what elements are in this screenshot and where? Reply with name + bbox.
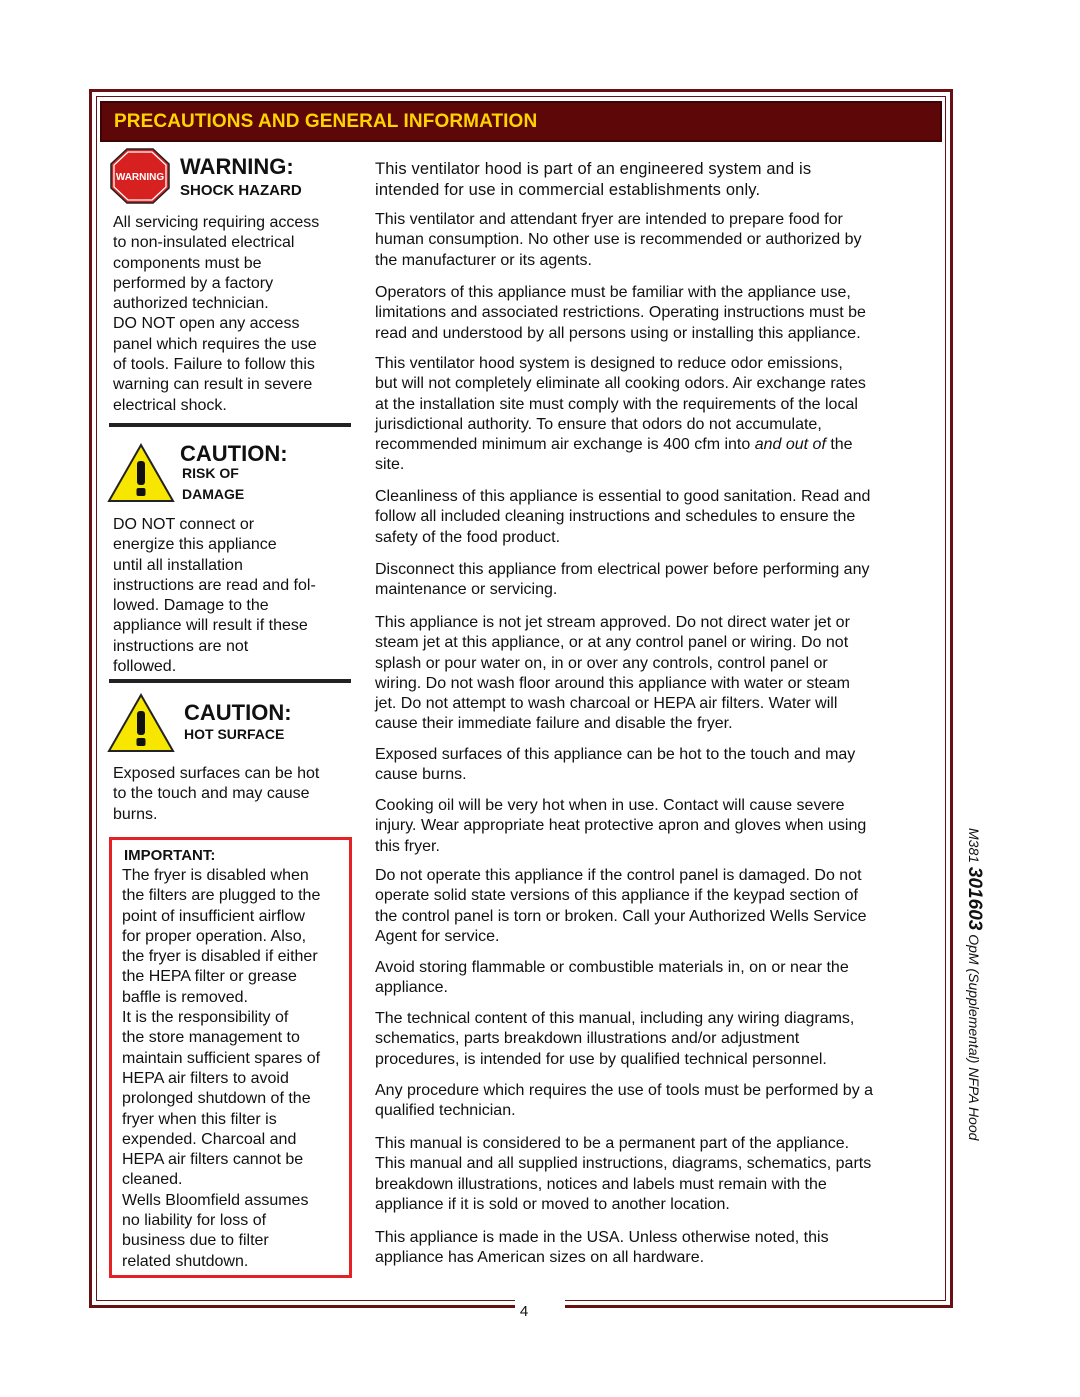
- hot-surface-triangle-icon: [107, 693, 175, 753]
- paragraph-technical-content: The technical content of this manual, including any wiring diagrams, schematics, parts breakdown illustrations and/or adjustment procedures, is intended for use by qualified technical personnel.: [375, 1010, 855, 1068]
- important-title: IMPORTANT:: [124, 847, 216, 864]
- divider-2: [109, 679, 351, 683]
- caution-hot-text: Exposed surfaces can be hot to the touch and may cause burns.: [113, 765, 320, 823]
- section-title: PRECAUTIONS AND GENERAL INFORMATION: [114, 111, 538, 132]
- paragraph-disconnect: Disconnect this appliance from electrical power before performing any maintenance or servicing.: [375, 561, 870, 599]
- paragraph-food-use: This ventilator and attendant fryer are intended to prepare food for human consumption. No other use is recommended or authorized by the manufacturer or its agents.: [375, 211, 862, 269]
- warning-text: All servicing requiring access to non-insulated electrical components must be performed by a factory authorized technician. DO NOT open any access panel which requires the use of tools. Failure to follow this warning can result in severe electrical shock.: [113, 214, 320, 414]
- caution-hot-subtitle: HOT SURFACE: [184, 726, 285, 742]
- paragraph-made-in-usa: This appliance is made in the USA. Unless otherwise noted, this appliance has American sizes on all hardware.: [375, 1229, 829, 1267]
- caution-damage-subtitle: RISK OF DAMAGE: [182, 465, 245, 502]
- paragraph-jet-stream: This appliance is not jet stream approved. Do not direct water jet or steam jet at this appliance, or at any control panel or wiring. Do not splash or pour water on, in or over any controls, control panel or wiring. Do not wash floor around this appliance with water or steam jet. Do not attempt to wash charcoal or HEPA air filters. Water will cause their immediate failure and disable the fryer.: [375, 614, 850, 733]
- warning-title: WARNING:: [180, 154, 294, 179]
- warning-stop-sign-icon: [110, 148, 170, 204]
- intro-paragraph: This ventilator hood is part of an engineered system and is intended for use in commercial establishments only.: [375, 160, 812, 199]
- caution-damage-text: DO NOT connect or energize this appliance until all installation instructions are read and fol- lowed. Damage to the appliance will result if these instructions are not followed.: [113, 516, 316, 676]
- paragraph-control-panel: Do not operate this appliance if the control panel is damaged. Do not operate solid state versions of this appliance if the keypad section of the control panel is torn or broken. Call your Authorized Wells Service Agent for service.: [375, 867, 867, 945]
- paragraph-manual: This manual is considered to be a permanent part of the appliance. This manual and all supplied instructions, diagrams, schematics, parts breakdown illustrations, notices and labels must remain with the appliance if it is sold or moved to another location.: [375, 1135, 872, 1213]
- paragraph-odor: This ventilator hood system is designed to reduce odor emissions, but will not completely eliminate all cooking odors. Air exchange rates at the installation site must comply with the requirements of the local jurisdictional authority. To ensure that odors do not accumulate, recommended minimum air exchange is 400 cfm into and out of the site.: [375, 355, 866, 474]
- page-number: 4: [519, 1303, 529, 1320]
- caution-hot-title: CAUTION:: [184, 700, 292, 725]
- divider-1: [109, 423, 351, 427]
- paragraph-cooking-oil: Cooking oil will be very hot when in use. Contact will cause severe injury. Wear appropriate heat protective apron and gloves when using this fryer.: [375, 797, 867, 855]
- important-text: The fryer is disabled when the filters are plugged to the point of insufficient airflow for proper operation. Also, the fryer is disabled if either the HEPA filter or grease baffle is removed. It is the responsibility of the store management to maintain sufficient spares of HEPA air filters to avoid prolonged shutdown of the fryer when this filter is expended. Charcoal and HEPA air filters cannot be cleaned. Wells Bloomfield assumes no liability for loss of business due to filter related shutdown.: [122, 867, 321, 1270]
- paragraph-hot-surfaces: Exposed surfaces of this appliance can be hot to the touch and may cause burns.: [375, 746, 856, 784]
- paragraph-cleanliness: Cleanliness of this appliance is essential to good sanitation. Read and follow all included cleaning instructions and schedules to ensure the safety of the food product.: [375, 488, 871, 546]
- paragraph-operators: Operators of this appliance must be familiar with the appliance use, limitations and associated restrictions. Operating instructions must be read and understood by all persons using or installing this appliance.: [375, 284, 866, 342]
- warning-subtitle: SHOCK HAZARD: [180, 182, 302, 199]
- svg-text:WARNING: WARNING: [115, 172, 165, 183]
- caution-damage-title: CAUTION:: [180, 441, 288, 466]
- caution-triangle-icon: [107, 443, 175, 503]
- paragraph-tools: Any procedure which requires the use of tools must be performed by a qualified technician.: [375, 1082, 874, 1120]
- document-side-label: M381 301603 OpM (Supplemental) NFPA Hood: [964, 828, 985, 1141]
- paragraph-flammable: Avoid storing flammable or combustible materials in, on or near the appliance.: [375, 959, 849, 997]
- section-title-bar: [100, 101, 942, 142]
